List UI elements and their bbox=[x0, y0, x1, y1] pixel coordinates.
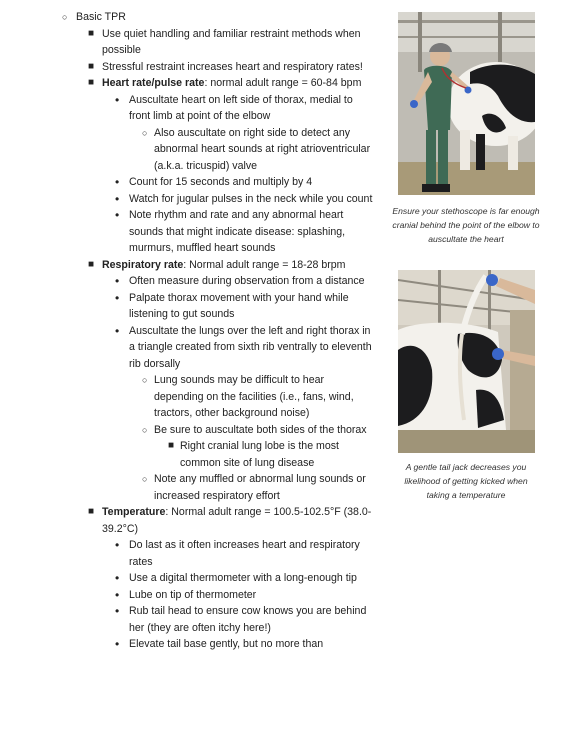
list-item bbox=[58, 323, 373, 373]
list-item-text: Elevate tail base gently, but no more than bbox=[129, 638, 324, 650]
photo-caption-2: A gentle tail jack decreases you likelihood of getting kicked when taking a temperature bbox=[404, 462, 528, 500]
list-item bbox=[58, 438, 373, 471]
circle-bullet-icon: ○ bbox=[142, 127, 148, 138]
list-item-text: Also auscultate on right side to detect any abnormal heart sounds at right atrioventricular (a.k.a. tricuspid) valve bbox=[154, 126, 371, 172]
list-item bbox=[58, 290, 373, 323]
list-item-text: Auscultate heart on left side of thorax, medial to front limb at point of the elbow bbox=[129, 93, 353, 122]
disc-bullet-icon: • bbox=[115, 290, 120, 305]
list-item-text: Lube on tip of thermometer bbox=[129, 588, 257, 601]
respiratory-rate-label: Respiratory rate bbox=[102, 258, 184, 271]
tpr-outline bbox=[58, 9, 373, 653]
list-item bbox=[58, 59, 373, 76]
disc-bullet-icon: • bbox=[115, 604, 120, 618]
square-bullet-icon: ■ bbox=[88, 506, 95, 517]
list-item-temperature bbox=[58, 504, 373, 537]
respiratory-rate-range: : Normal adult range = 18-28 brpm bbox=[183, 258, 346, 271]
list-item-text: Palpate thorax movement with your hand while listening to gut sounds bbox=[129, 291, 349, 320]
list-item bbox=[58, 273, 373, 290]
square-bullet-icon: ■ bbox=[88, 60, 95, 72]
circle-bullet-icon: ○ bbox=[142, 424, 148, 435]
circle-bullet-icon: ○ bbox=[142, 474, 148, 484]
section-title: Basic TPR bbox=[76, 11, 126, 23]
list-item-text: Often measure during observation from a distance bbox=[129, 275, 365, 287]
list-item bbox=[58, 174, 373, 191]
photo-stethoscope-auscultation bbox=[398, 12, 535, 195]
temperature-range: : Normal adult range = 100.5-102.5°F (38.0-39.2°C) bbox=[102, 506, 372, 535]
square-bullet-icon: ■ bbox=[168, 440, 175, 451]
list-item bbox=[58, 26, 373, 59]
list-item bbox=[58, 603, 373, 636]
list-item-text: Lung sounds may be difficult to hear depending on the facilities (i.e., fans, wind, tractors, other background noise) bbox=[154, 374, 354, 419]
disc-bullet-icon: • bbox=[115, 175, 120, 189]
list-item-text: Note rhythm and rate and any abnormal heart sounds that might indicate disease: splashing, murmurs, muffled heart sounds bbox=[129, 209, 346, 254]
square-bullet-icon: ■ bbox=[88, 27, 95, 39]
heart-rate-range: : normal adult range = 60-84 bpm bbox=[204, 77, 362, 89]
list-item-text: Do last as it often increases heart and respiratory rates bbox=[129, 539, 360, 568]
list-item-basic-tpr bbox=[58, 9, 373, 26]
list-item bbox=[58, 587, 373, 604]
photo-tail-jack bbox=[398, 270, 535, 453]
list-item bbox=[58, 471, 373, 504]
list-item-text: Watch for jugular pulses in the neck while you count bbox=[129, 192, 373, 205]
list-item-text: Auscultate the lungs over the left and right thorax in a triangle created from sixth rib ventrally to eleventh rib dorsally bbox=[129, 324, 372, 370]
disc-bullet-icon: • bbox=[115, 637, 120, 651]
list-item bbox=[58, 125, 373, 175]
list-item bbox=[58, 636, 373, 653]
disc-bullet-icon: • bbox=[115, 571, 120, 585]
list-item-text: Count for 15 seconds and multiply by 4 bbox=[129, 176, 313, 188]
disc-bullet-icon: • bbox=[115, 538, 120, 552]
list-item-text: Be sure to auscultate both sides of the thorax bbox=[154, 423, 367, 436]
list-item-text: Stressful restraint increases heart and respiratory rates! bbox=[102, 60, 363, 73]
list-item bbox=[58, 372, 373, 422]
disc-bullet-icon: • bbox=[115, 587, 120, 602]
list-item bbox=[58, 191, 373, 208]
disc-bullet-icon: • bbox=[115, 191, 120, 206]
circle-bullet-icon: ○ bbox=[62, 12, 68, 22]
circle-bullet-icon: ○ bbox=[142, 375, 148, 385]
list-item bbox=[58, 537, 373, 570]
list-item-text: Right cranial lung lobe is the most common site of lung disease bbox=[180, 440, 339, 469]
disc-bullet-icon: • bbox=[115, 92, 120, 107]
list-item bbox=[58, 207, 373, 257]
disc-bullet-icon: • bbox=[115, 323, 120, 338]
disc-bullet-icon: • bbox=[115, 274, 120, 288]
list-item bbox=[58, 92, 373, 125]
list-item-text: Use quiet handling and familiar restraint methods when possible bbox=[102, 27, 361, 56]
list-item-text: Use a digital thermometer with a long-enough tip bbox=[129, 572, 357, 584]
photo-caption-1: Ensure your stethoscope is far enough cranial behind the point of the elbow to auscultate the heart bbox=[392, 206, 540, 244]
list-item-heart-rate bbox=[58, 75, 373, 92]
square-bullet-icon: ■ bbox=[88, 77, 95, 88]
list-item-respiratory-rate bbox=[58, 257, 373, 274]
list-item-text: Rub tail head to ensure cow knows you are behind her (they are often itchy here!) bbox=[129, 605, 367, 634]
list-item bbox=[58, 570, 373, 587]
temperature-label: Temperature bbox=[102, 506, 166, 518]
list-item bbox=[58, 422, 373, 439]
square-bullet-icon: ■ bbox=[88, 258, 95, 270]
heart-rate-label: Heart rate/pulse rate bbox=[102, 77, 205, 89]
list-item-text: Note any muffled or abnormal lung sounds or increased respiratory effort bbox=[154, 473, 366, 502]
disc-bullet-icon: • bbox=[115, 208, 120, 222]
